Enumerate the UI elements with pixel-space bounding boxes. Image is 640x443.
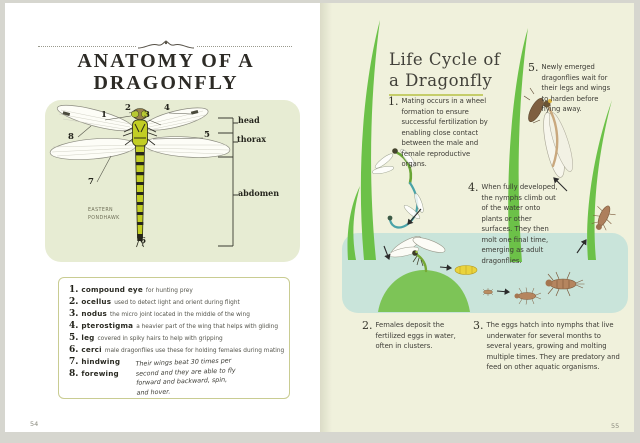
step-text: Mating occurs in a wheel formation to ensure successful fertilization by enabling close contact between the male and female reproductive organs. [401, 97, 488, 169]
step-text: When fully developed, the nymphs climb out of the water onto plants or other surfaces. They then molt one final time, emerging as adult dragonflies. [481, 183, 558, 265]
bracket-label-thorax: thorax [237, 134, 267, 144]
glossary-row-3 [69, 309, 285, 321]
callout-3: 3 [144, 110, 150, 120]
page-number-right: 55 [611, 422, 620, 430]
anatomy-title [40, 51, 292, 94]
glossary-row-2 [69, 297, 285, 309]
step-2 [362, 320, 472, 352]
glossary-desc: for hunting prey [145, 288, 193, 294]
bracket-label-head: head [238, 115, 260, 125]
glossary-row-8 [69, 369, 120, 381]
handwritten-note: Their wings beat 30 times per second and they are able to fly forward and backward, spin, and hover. [135, 356, 236, 397]
glossary-row-5 [69, 333, 285, 345]
step-number: 5. [528, 61, 539, 74]
species-label: EASTERN PONDHAWK [88, 208, 120, 222]
callout-6: 6 [140, 236, 146, 246]
glossary-term: leg [81, 333, 95, 342]
glossary-num: 6. [69, 345, 79, 355]
lifecycle-title [389, 49, 500, 92]
glossary-box [58, 277, 290, 399]
callout-8: 8 [68, 132, 74, 142]
glossary-num: 8. [69, 369, 79, 379]
glossary-num: 4. [69, 321, 79, 331]
step-number: 3. [473, 319, 484, 332]
glossary-term: ocellus [81, 297, 112, 306]
step-text: Newly emerged dragonflies wait for their legs and wings to harden before flying away. [541, 63, 611, 114]
callout-7: 7 [88, 177, 94, 187]
lifecycle-title-line1: Life Cycle of [389, 50, 501, 69]
glossary-term: compound eye [81, 285, 143, 294]
step-1 [388, 96, 496, 170]
lifecycle-title-line2: a Dragonfly [389, 71, 493, 91]
glossary-num: 1. [69, 285, 79, 295]
anatomy-title-line1: ANATOMY OF A [77, 50, 255, 72]
glossary-term: hindwing [81, 357, 121, 366]
glossary-row-6 [69, 345, 285, 357]
glossary-desc: the micro joint located in the middle of the wing [110, 312, 250, 318]
step-number: 2. [362, 319, 373, 332]
glossary-desc: male dragonflies use these for holding females during mating [104, 348, 285, 354]
glossary-term: cerci [81, 345, 102, 354]
glossary-desc: covered in spiky hairs to help with gripping [97, 336, 223, 342]
page-number-left: 54 [30, 420, 39, 428]
glossary-desc: a heavier part of the wing that helps with gliding [136, 324, 278, 330]
step-text: Females deposit the fertilized eggs in water, often in clusters. [375, 321, 456, 351]
step-5 [528, 62, 614, 115]
glossary-term: forewing [81, 369, 119, 378]
step-number: 4. [468, 181, 479, 194]
glossary-num: 7. [69, 357, 79, 367]
glossary-num: 2. [69, 297, 79, 307]
callout-2: 2 [125, 103, 131, 113]
glossary-row-4 [69, 321, 285, 333]
glossary-num: 3. [69, 309, 79, 319]
dragonfly-anatomy-illustration [45, 100, 300, 262]
glossary-desc: used to detect light and orient during flight [114, 300, 240, 306]
callout-1: 1 [101, 110, 107, 120]
flourish-ornament-icon [136, 37, 196, 50]
glossary-term: nodus [81, 309, 108, 318]
bracket-label-abdomen: abdomen [238, 188, 280, 198]
callout-5: 5 [204, 130, 210, 140]
step-4 [468, 182, 562, 266]
glossary-row-1 [69, 285, 285, 297]
step-number: 1. [388, 95, 399, 108]
callout-4: 4 [164, 103, 170, 113]
glossary-num: 5. [69, 333, 79, 343]
anatomy-title-line2: DRAGONFLY [93, 71, 239, 94]
glossary-bottom [69, 357, 285, 396]
glossary-term: pterostigma [81, 321, 134, 330]
glossary-last-rows [69, 357, 120, 381]
glossary-row-7 [69, 357, 120, 369]
step-3 [473, 320, 625, 373]
step-text: The eggs hatch into nymphs that live underwater for several months to several years, growing and molting multiple times. They are predatory and feed on other aquatic organisms. [486, 321, 620, 372]
